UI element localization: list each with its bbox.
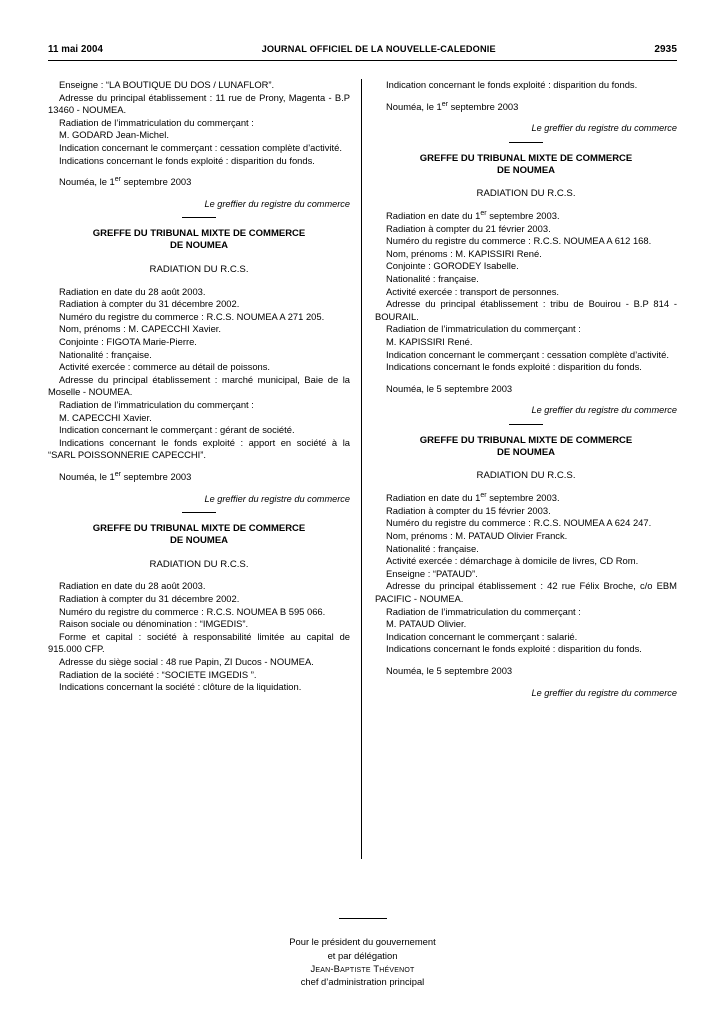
notice-line: Adresse du principal établissement : 11 rue de Prony, Magenta - B.P 13460 - NOUMEA. [48, 91, 350, 116]
notice-line: Radiation de la société : “SOCIETE IMGEDIS ”. [59, 668, 257, 680]
rcs-subtitle: RADIATION DU R.C.S. [476, 470, 576, 482]
right-column [362, 79, 677, 859]
footer-line1: Pour le président du gouvernement [289, 936, 436, 948]
court-heading [48, 228, 350, 253]
header-date: 11 mai 2004 [48, 44, 103, 55]
notice-line: Activité exercée : commerce au détail de poissons. [59, 361, 271, 373]
notice-line: Numéro du registre du commerce : R.C.S. NOUMEA B 595 066. [59, 605, 326, 617]
section-divider [509, 424, 543, 425]
notice-line: M. GODARD Jean-Michel. [59, 129, 169, 141]
notice-line: Indications concernant le fonds exploité : disparition du fonds. [386, 361, 642, 373]
notice-line: Numéro du registre du commerce : R.C.S. NOUMEA A 271 205. [59, 310, 325, 322]
notice-line: Raison sociale ou dénomination : “IMGEDIS”. [59, 618, 249, 630]
greffier-signature: Le greffier du registre du commerce [204, 198, 350, 209]
notice-right-2 [375, 210, 677, 417]
notice-line: Radiation en date du 28 août 2003. [59, 285, 206, 297]
court-heading [375, 435, 677, 460]
rcs-subtitle: RADIATION DU R.C.S. [149, 558, 249, 570]
notice-line: Indications concernant le fonds exploité : disparition du fonds. [386, 643, 642, 655]
two-column-body [48, 79, 677, 859]
court-heading-line2: DE NOUMEA [169, 240, 229, 252]
notice-line: Indication concernant le commerçant : cessation complète d’activité. [59, 141, 342, 153]
notice-date: Nouméa, le 5 septembre 2003 [386, 664, 513, 676]
notice-date: Nouméa, le 1er septembre 2003 [59, 176, 192, 188]
court-heading-line1: GREFFE DU TRIBUNAL MIXTE DE COMMERCE [92, 228, 306, 240]
header-title: JOURNAL OFFICIEL DE LA NOUVELLE-CALEDONIE [261, 44, 496, 54]
section-divider [509, 142, 543, 143]
notice-line: M. CAPECCHI Xavier. [59, 411, 152, 423]
notice-date: Nouméa, le 1er septembre 2003 [386, 100, 519, 112]
notice-line: Adresse du siège social : 48 rue Papin, ZI Ducos - NOUMEA. [59, 655, 314, 667]
header-page-number: 2935 [654, 44, 677, 55]
court-heading-line2: DE NOUMEA [169, 535, 229, 547]
notice-line: Indication concernant le commerçant : gérant de société. [59, 424, 295, 436]
rcs-subtitle: RADIATION DU R.C.S. [476, 188, 576, 200]
notice-line: Activité exercée : démarchage à domicile de livres, CD Rom. [386, 555, 639, 567]
notice-line: Nationalité : française. [386, 542, 479, 554]
notice-line: Radiation à compter du 31 décembre 2002. [59, 298, 240, 310]
footer-signatory-name: Jean-Baptiste Thévenot [310, 962, 415, 974]
court-heading-line1: GREFFE DU TRIBUNAL MIXTE DE COMMERCE [419, 152, 633, 164]
notice-line: Indication concernant le commerçant : salarié. [386, 630, 578, 642]
greffier-signature: Le greffier du registre du commerce [531, 123, 677, 134]
section-divider [182, 512, 216, 513]
greffier-signature: Le greffier du registre du commerce [204, 493, 350, 504]
notice-line: Nom, prénoms : M. PATAUD Olivier Franck. [386, 530, 568, 541]
notice-line: Enseigne : “LA BOUTIQUE DU DOS / LUNAFLOR”. [59, 79, 275, 90]
notice-line: Conjointe : GORODEY Isabelle. [386, 260, 519, 272]
footer-signatory-role: chef d’administration principal [300, 975, 425, 987]
notice-left-2 [48, 286, 350, 505]
notice-line: Indication concernant le commerçant : cessation complète d’activité. [386, 348, 669, 360]
section-divider [182, 217, 216, 218]
notice-line: Adresse du principal établissement : 42 rue Félix Broche, c/o EBM PACIFIC - NOUMEA. [375, 580, 677, 604]
notice-line: Adresse du principal établissement : tribu de Bouirou - B.P 814 - BOURAIL. [375, 298, 677, 322]
court-heading-line1: GREFFE DU TRIBUNAL MIXTE DE COMMERCE [92, 522, 306, 534]
greffier-signature: Le greffier du registre du commerce [531, 405, 677, 416]
notice-line: Indications concernant le fonds exploité : apport en société à la “SARL POISSONNERIE CAPECCHI”. [48, 436, 350, 461]
footer-divider [339, 918, 387, 919]
notice-line: Conjointe : FIGOTA Marie-Pierre. [59, 335, 197, 347]
notice-line: M. PATAUD Olivier. [386, 618, 467, 630]
notice-line: Radiation en date du 1er septembre 2003. [386, 492, 560, 504]
notice-line: Indication concernant le fonds exploité : disparition du fonds. [386, 79, 638, 90]
notice-line: Radiation en date du 1er septembre 2003. [386, 209, 560, 222]
rcs-subtitle: RADIATION DU R.C.S. [149, 263, 249, 275]
notice-line: Radiation de l’immatriculation du commerçant : [386, 605, 581, 617]
notice-line: Indications concernant le fonds exploité : disparition du fonds. [59, 154, 315, 166]
notice-date: Nouméa, le 1er septembre 2003 [59, 470, 192, 482]
notice-line: Forme et capital : société à responsabilité limitée au capital de 915.000 CFP. [48, 630, 350, 655]
notice-right-3 [375, 492, 677, 699]
court-heading-line2: DE NOUMEA [496, 447, 556, 459]
notice-line: Nationalité : française. [59, 348, 152, 360]
court-heading [48, 523, 350, 548]
notice-line: Radiation à compter du 15 février 2003. [386, 504, 551, 516]
greffier-signature: Le greffier du registre du commerce [531, 687, 677, 698]
notice-line: Adresse du principal établissement : marché municipal, Baie de la Moselle - NOUMEA. [48, 373, 350, 398]
notice-line: Radiation de l’immatriculation du commerçant : [59, 116, 254, 128]
notice-date: Nouméa, le 5 septembre 2003 [386, 382, 513, 394]
notice-line: Nationalité : française. [386, 273, 479, 285]
court-heading [375, 153, 677, 178]
notice-line: Radiation de l’immatriculation du commerçant : [59, 398, 254, 410]
page-footer [0, 918, 725, 988]
notice-line: Enseigne : “PATAUD”. [386, 567, 478, 579]
notice-left-continued [48, 79, 350, 210]
notice-line: Radiation de l’immatriculation du commerçant : [386, 323, 581, 335]
notice-line: Nom, prénoms : M. KAPISSIRI René. [386, 247, 542, 259]
court-heading-line2: DE NOUMEA [496, 164, 556, 176]
notice-line: Radiation à compter du 31 décembre 2002. [59, 592, 240, 604]
notice-right-continued [375, 79, 677, 135]
left-column [48, 79, 362, 859]
page-header [48, 44, 677, 61]
notice-line: Numéro du registre du commerce : R.C.S. NOUMEA A 624 247. [386, 517, 652, 529]
notice-line: Nom, prénoms : M. CAPECCHI Xavier. [59, 323, 222, 335]
notice-line: Radiation en date du 28 août 2003. [59, 580, 206, 592]
footer-line2: et par délégation [327, 949, 398, 961]
court-heading-line1: GREFFE DU TRIBUNAL MIXTE DE COMMERCE [419, 434, 633, 446]
notice-line: Indications concernant la société : clôture de la liquidation. [59, 681, 302, 693]
notice-line: Numéro du registre du commerce : R.C.S. NOUMEA A 612 168. [386, 235, 652, 247]
notice-line: Radiation à compter du 21 février 2003. [386, 222, 551, 234]
notice-line: Activité exercée : transport de personnes. [386, 285, 560, 297]
notice-left-3 [48, 580, 350, 693]
notice-line: M. KAPISSIRI René. [386, 335, 473, 347]
